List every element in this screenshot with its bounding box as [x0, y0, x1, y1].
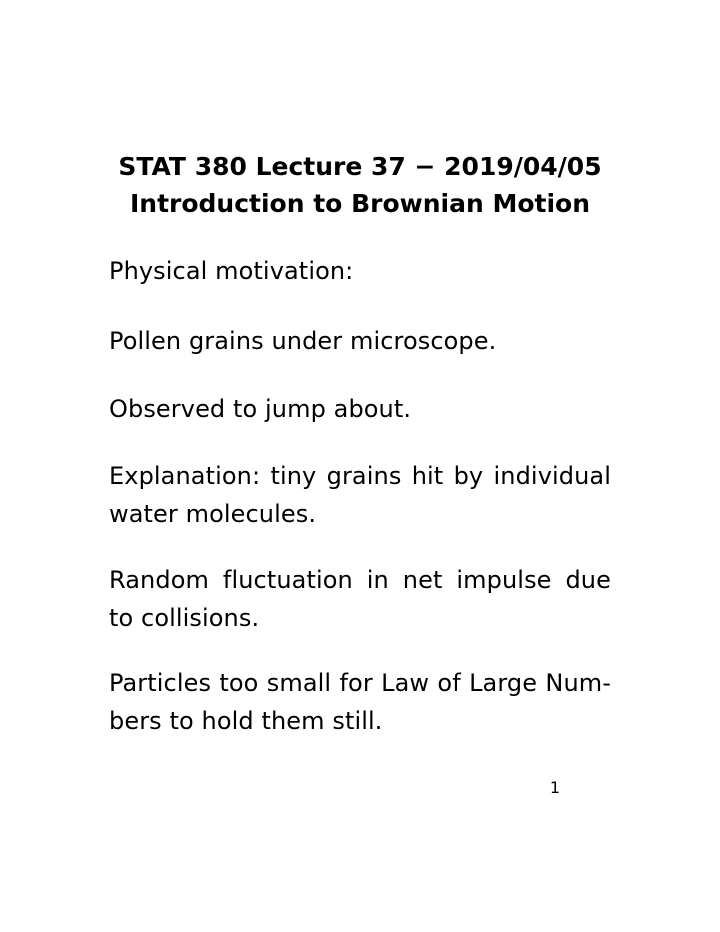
paragraph-pollen-grains: Pollen grains under microscope. — [109, 327, 497, 355]
paragraph-physical-motivation: Physical motivation: — [109, 257, 354, 285]
title-line-1: STAT 380 Lecture 37 − 2019/04/05 — [118, 152, 602, 181]
paragraph-explanation: Explanation: tiny grains hit by individual water molecules. — [109, 462, 611, 528]
page-number: 1 — [549, 778, 561, 797]
paragraph-random-fluctuation: Random fluctuation in net impulse due to collisions. — [109, 566, 611, 632]
slide-title — [0, 148, 720, 222]
title-line-2: Introduction to Brownian Motion — [129, 189, 591, 218]
paragraph-particles: Particles too small for Law of Large Num- bers to hold them still. — [109, 669, 611, 735]
paragraph-observed: Observed to jump about. — [109, 395, 412, 423]
